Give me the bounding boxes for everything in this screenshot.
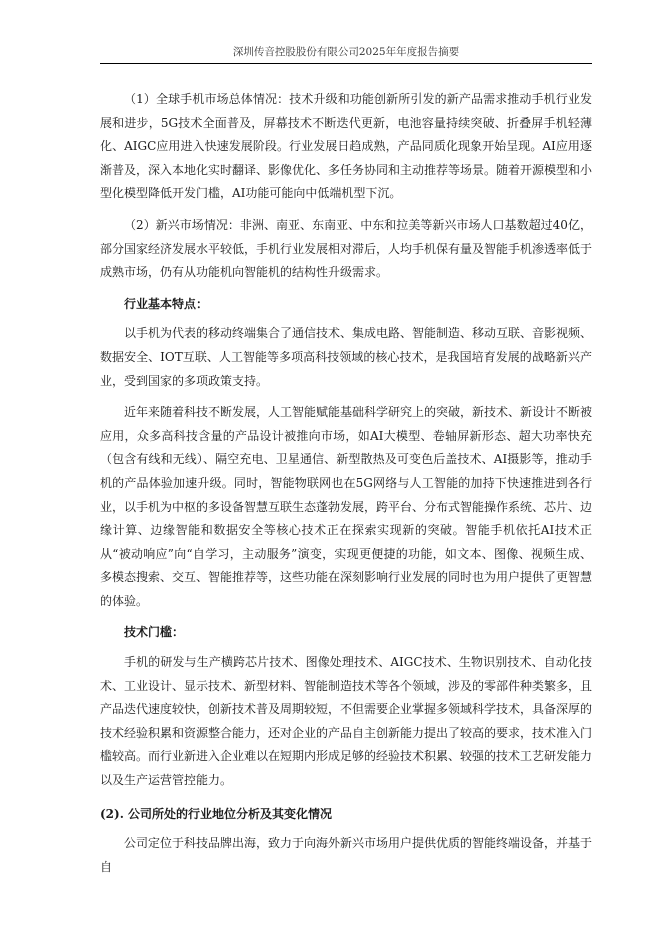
section-heading-industry-position: (2). 公司所处的行业地位分析及其变化情况 [100,806,333,821]
header-divider [100,63,592,64]
page-header: 深圳传音控股股份有限公司2025年年度报告摘要 [232,46,460,58]
paragraph-tech-threshold: 手机的研发与生产横跨芯片技术、图像处理技术、AIGC技术、生物识别技术、自动化技术、工业设计、显示技术、新型材料、智能制造技术等各个领域，涉及的零部件种类繁多，且产品迭代速度较快，创新技术普及周期较短，不但需要企业掌握多领域科学技术，具备深厚的技术经验积累和资源整合能力，还对企业的产品自主创新能力提出了较高的要求，技术准入门槛较高。而行业新进入企业难以在短期内形成足够的经验技术积累、较强的技术工艺研发能力以及生产运营管控能力。 [100,655,593,788]
heading-tech-threshold: 技术门槛： [124,625,185,640]
paragraph-tech-development: 近年来随着科技不断发展，人工智能赋能基础科学研究上的突破，新技术、新设计不断被应用，众多高科技含量的产品设计被推向市场，如AI大模型、卷轴屏新形态、超大功率快充（包含有线和无线）、隔空充电、卫星通信、新型散热及可变色后盖技术、AI摄影等，推动手机的产品体验加速升级。同时，智能物联网也在5G网络与人工智能的加持下快速推进到各行业，以手机为中枢的多设备智慧互联生态蓬勃发展，跨平台、分布式智能操作系统、芯片、边缘计算、边缘智能和数据安全等核心技术正在探索实现新的突破。智能手机依托AI技术正从“被动响应”向“自学习，主动服务”演变，实现更便捷的功能，如文本、图像、视频生成、多模态搜索、交互、智能推荐等，这些功能在深刻影响行业发展的同时也为用户提供了更智慧的体验。 [100,405,593,608]
document-body [100,88,592,887]
paragraph-emerging-market: （2）新兴市场情况：非洲、南亚、东南亚、中东和拉美等新兴市场人口基数超过40亿，部分国家经济发展水平较低，手机行业发展相对滞后，人均手机保有量及智能手机渗透率低于成熟市场，仍有从功能机向智能机的结构性升级需求。 [100,217,593,280]
paragraph-global-market: （1）全球手机市场总体情况：技术升级和功能创新所引发的新产品需求推动手机行业发展和进步，5G技术全面普及，屏幕技术不断迭代更新，电池容量持续突破、折叠屏手机轻薄化、AIGC应用进入快速发展阶段。行业发展日趋成熟，产品同质化现象开始呈现。AI应用逐渐普及，深入本地化实时翻译、影像优化、多任务协同和主动推荐等场景。随着开源模型和小型化模型降低开发门槛，AI功能可能向中低端机型下沉。 [100,92,593,201]
paragraph-industry-basic: 以手机为代表的移动终端集合了通信技术、集成电路、智能制造、移动互联、音影视频、数据安全、IOT互联、人工智能等多项高科技领域的核心技术，是我国培育发展的战略新兴产业，受到国家的多项政策支持。 [100,326,593,388]
paragraph-company-positioning: 公司定位于科技品牌出海，致力于向海外新兴市场用户提供优质的智能终端设备，并基于自 [100,836,593,874]
heading-industry-features: 行业基本特点： [124,296,209,311]
